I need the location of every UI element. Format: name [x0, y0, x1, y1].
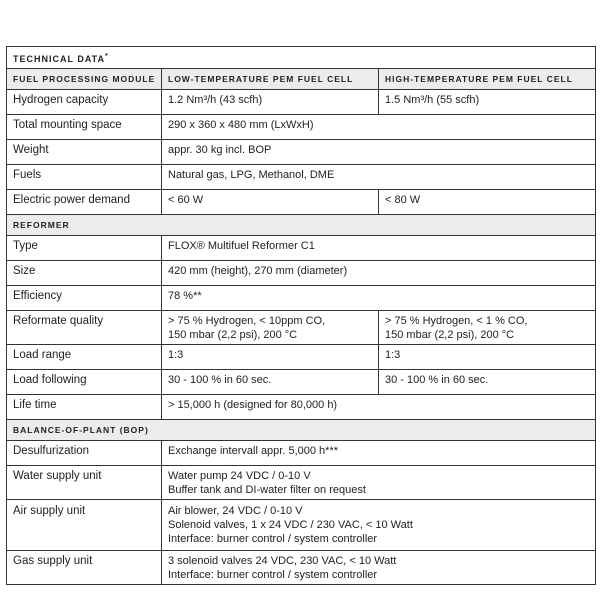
cell-value: 1.5 Nm³/h (55 scfh)	[379, 90, 596, 115]
row-label: Total mounting space	[7, 115, 162, 140]
cell-value	[162, 466, 596, 500]
header-low-temperature-pem: LOW-TEMPERATURE PEM FUEL CELL	[162, 69, 379, 90]
column-header-row	[7, 69, 596, 90]
cell-line: 150 mbar (2,2 psi), 200 °C	[385, 329, 515, 341]
row-label: Weight	[7, 140, 162, 165]
table-row	[7, 261, 596, 286]
cell-value: < 60 W	[162, 190, 379, 215]
row-label: Fuels	[7, 165, 162, 190]
cell-line: > 75 % Hydrogen, < 1 % CO,	[385, 315, 528, 327]
technical-data-table	[6, 46, 596, 585]
cell-value: 1.2 Nm³/h (43 scfh)	[162, 90, 379, 115]
row-label: Life time	[7, 395, 162, 420]
cell-value: 290 x 360 x 480 mm (LxWxH)	[162, 115, 596, 140]
cell-value	[162, 551, 596, 585]
row-label: Desulfurization	[7, 441, 162, 466]
row-label: Water supply unit	[7, 466, 162, 500]
cell-value: > 15,000 h (designed for 80,000 h)	[162, 395, 596, 420]
cell-value: 30 - 100 % in 60 sec.	[162, 370, 379, 395]
cell-value	[379, 311, 596, 345]
title-footnote-mark: *	[105, 52, 108, 60]
row-label: Hydrogen capacity	[7, 90, 162, 115]
row-label: Load following	[7, 370, 162, 395]
section-title: BALANCE-OF-PLANT (BOP)	[7, 420, 596, 441]
table-row	[7, 500, 596, 551]
row-label: Size	[7, 261, 162, 286]
section-title: REFORMER	[7, 215, 596, 236]
table-row	[7, 311, 596, 345]
row-label: Electric power demand	[7, 190, 162, 215]
table-row	[7, 466, 596, 500]
cell-line: Interface: burner control / system controller	[168, 533, 378, 545]
cell-value: FLOX® Multifuel Reformer C1	[162, 236, 596, 261]
table-title: TECHNICAL DATA*	[7, 47, 596, 69]
cell-line: Buffer tank and DI-water filter on request	[168, 484, 366, 496]
technical-data-sheet	[6, 46, 595, 585]
row-label: Gas supply unit	[7, 551, 162, 585]
section-header-bop	[7, 420, 596, 441]
header-high-temperature-pem: HIGH-TEMPERATURE PEM FUEL CELL	[379, 69, 596, 90]
cell-value	[162, 311, 379, 345]
cell-line: Air blower, 24 VDC / 0-10 V	[168, 505, 303, 517]
header-fuel-processing-module: FUEL PROCESSING MODULE	[7, 69, 162, 90]
section-header-reformer	[7, 215, 596, 236]
table-row	[7, 345, 596, 370]
row-label: Type	[7, 236, 162, 261]
row-label: Load range	[7, 345, 162, 370]
cell-value: Exchange intervall appr. 5,000 h***	[162, 441, 596, 466]
cell-line: 3 solenoid valves 24 VDC, 230 VAC, < 10 Watt	[168, 555, 397, 567]
table-row	[7, 395, 596, 420]
cell-line: 150 mbar (2,2 psi), 200 °C	[168, 329, 298, 341]
row-label: Reformate quality	[7, 311, 162, 345]
row-label: Air supply unit	[7, 500, 162, 551]
table-row	[7, 90, 596, 115]
cell-value: Natural gas, LPG, Methanol, DME	[162, 165, 596, 190]
cell-line: Water pump 24 VDC / 0-10 V	[168, 470, 311, 482]
table-row	[7, 165, 596, 190]
row-label: Efficiency	[7, 286, 162, 311]
cell-value: appr. 30 kg incl. BOP	[162, 140, 596, 165]
cell-value: 420 mm (height), 270 mm (diameter)	[162, 261, 596, 286]
table-row	[7, 236, 596, 261]
table-row	[7, 190, 596, 215]
cell-value: 78 %**	[162, 286, 596, 311]
table-row	[7, 115, 596, 140]
cell-value: 30 - 100 % in 60 sec.	[379, 370, 596, 395]
table-row	[7, 551, 596, 585]
table-row	[7, 140, 596, 165]
cell-value: 1:3	[162, 345, 379, 370]
table-row	[7, 286, 596, 311]
table-title-row	[7, 47, 596, 69]
cell-line: Interface: burner control / system controller	[168, 569, 378, 581]
cell-value: 1:3	[379, 345, 596, 370]
cell-value: < 80 W	[379, 190, 596, 215]
cell-line: > 75 % Hydrogen, < 10ppm CO,	[168, 315, 326, 327]
cell-line: Solenoid valves, 1 x 24 VDC / 230 VAC, < 10 Watt	[168, 519, 413, 531]
cell-value	[162, 500, 596, 551]
table-row	[7, 370, 596, 395]
table-row	[7, 441, 596, 466]
